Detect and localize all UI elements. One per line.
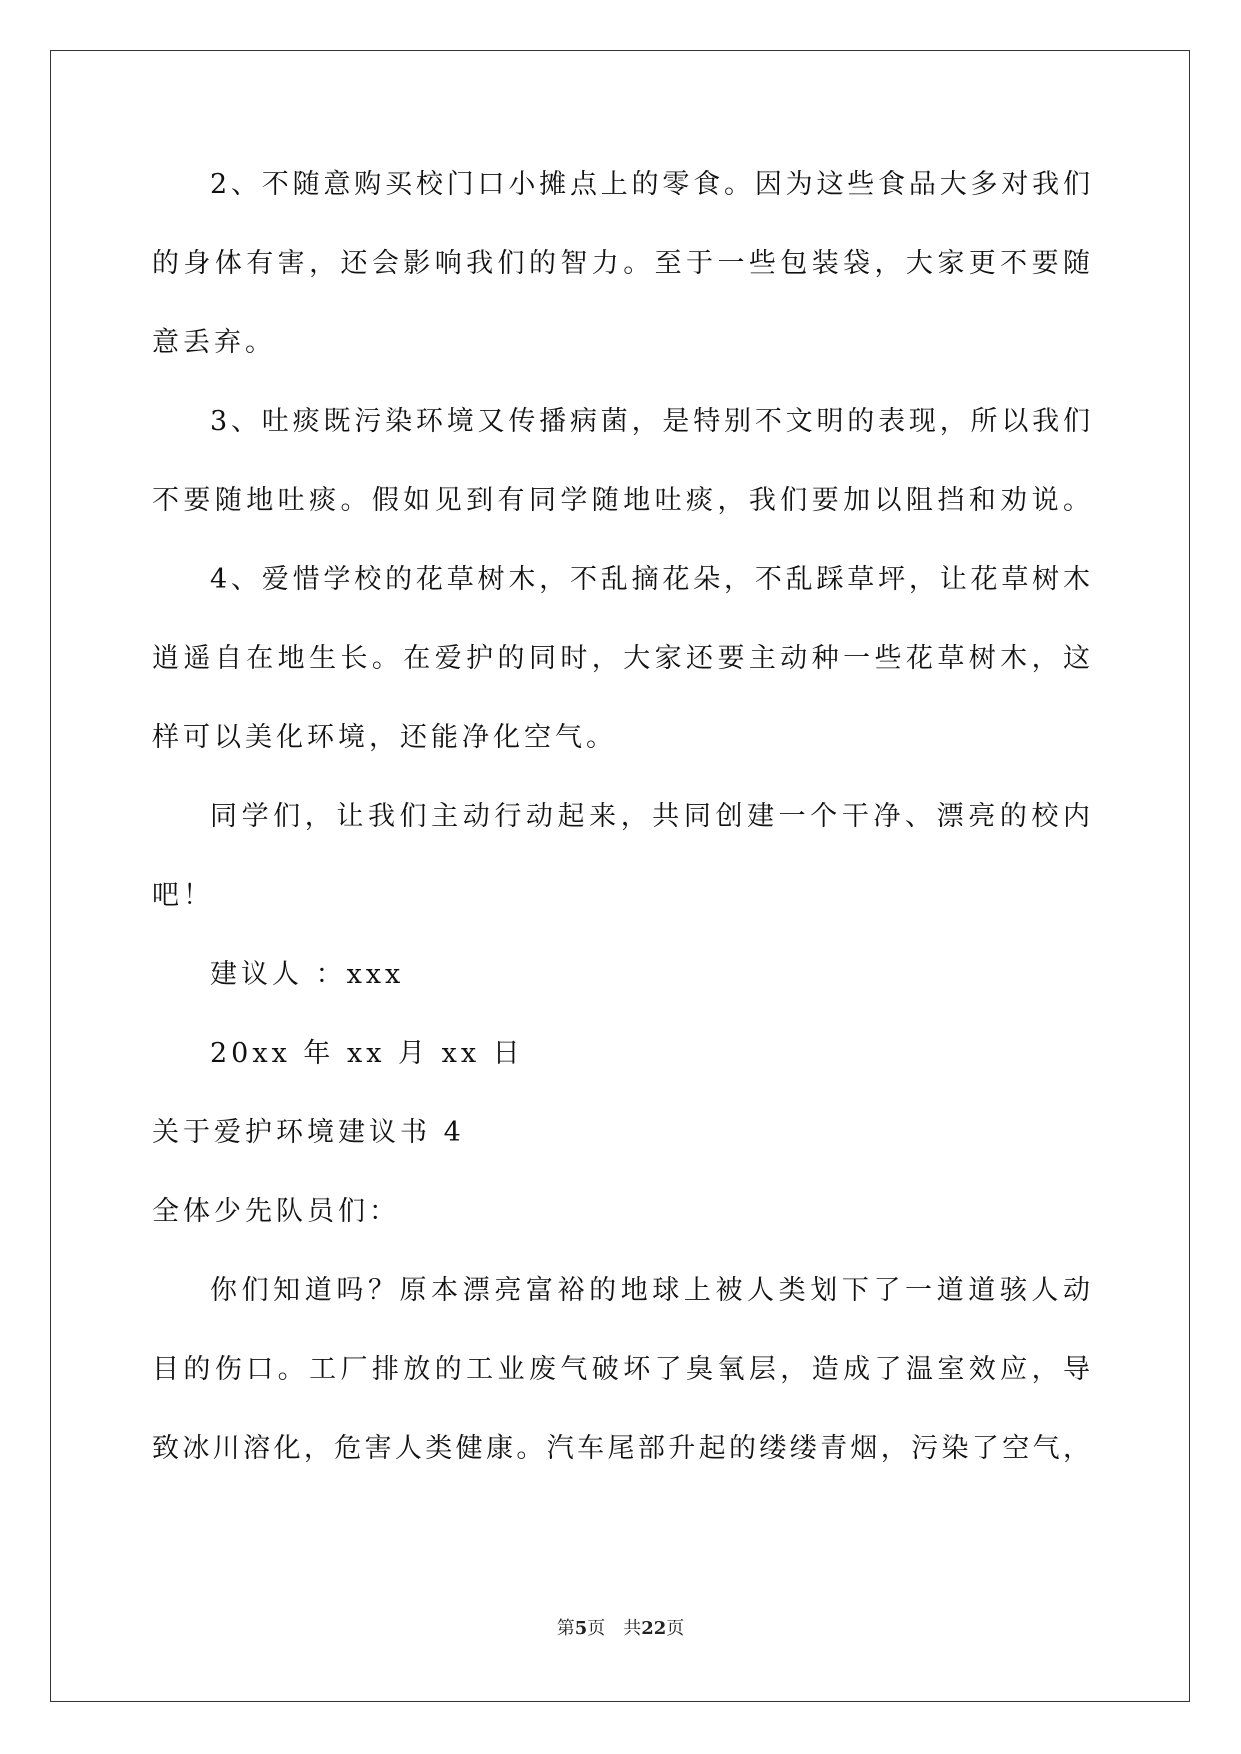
footer-mid: 页 共 bbox=[587, 1618, 642, 1639]
document-body bbox=[152, 160, 1092, 1503]
date-line: 20xx 年 xx 月 xx 日 bbox=[210, 1038, 524, 1069]
paragraph-line: 致冰川溶化，危害人类健康。汽车尾部升起的缕缕青烟，污染了空气， bbox=[152, 1433, 1092, 1464]
paragraph-line: 逍遥自在地生长。在爱护的同时，大家还要主动种一些花草树木，这 bbox=[152, 643, 1092, 674]
paragraph-line: 2、不随意购买校门口小摊点上的零食。因为这些食品大多对我们 bbox=[210, 169, 1092, 200]
salutation: 全体少先队员们： bbox=[152, 1196, 400, 1227]
paragraph-line: 目的伤口。工厂排放的工业废气破坏了臭氧层，造成了温室效应，导 bbox=[152, 1354, 1092, 1385]
paragraph-line: 4、爱惜学校的花草树木，不乱摘花朵，不乱踩草坪，让花草树木 bbox=[210, 564, 1092, 595]
current-page-number: 5 bbox=[574, 1618, 588, 1639]
paragraph-line: 3、吐痰既污染环境又传播病菌，是特别不文明的表现，所以我们 bbox=[210, 406, 1092, 437]
page-footer bbox=[0, 1614, 1241, 1640]
section-title: 关于爱护环境建议书 4 bbox=[152, 1117, 465, 1148]
paragraph-line: 你们知道吗？原本漂亮富裕的地球上被人类划下了一道道骇人动 bbox=[210, 1275, 1092, 1306]
signature-line: 建议人 ：xxx bbox=[210, 959, 405, 990]
total-page-count: 22 bbox=[641, 1618, 667, 1639]
footer-prefix: 第 bbox=[556, 1618, 575, 1639]
paragraph-line: 吧！ bbox=[152, 880, 214, 911]
paragraph-line: 不要随地吐痰。假如见到有同学随地吐痰，我们要加以阻挡和劝说。 bbox=[152, 485, 1092, 516]
footer-suffix: 页 bbox=[666, 1618, 685, 1639]
paragraph-line: 同学们，让我们主动行动起来，共同创建一个干净、漂亮的校内 bbox=[210, 801, 1092, 832]
paragraph-line: 样可以美化环境，还能净化空气。 bbox=[152, 722, 617, 753]
paragraph-line: 意丢弃。 bbox=[152, 327, 276, 358]
paragraph-line: 的身体有害，还会影响我们的智力。至于一些包装袋，大家更不要随 bbox=[152, 248, 1092, 279]
